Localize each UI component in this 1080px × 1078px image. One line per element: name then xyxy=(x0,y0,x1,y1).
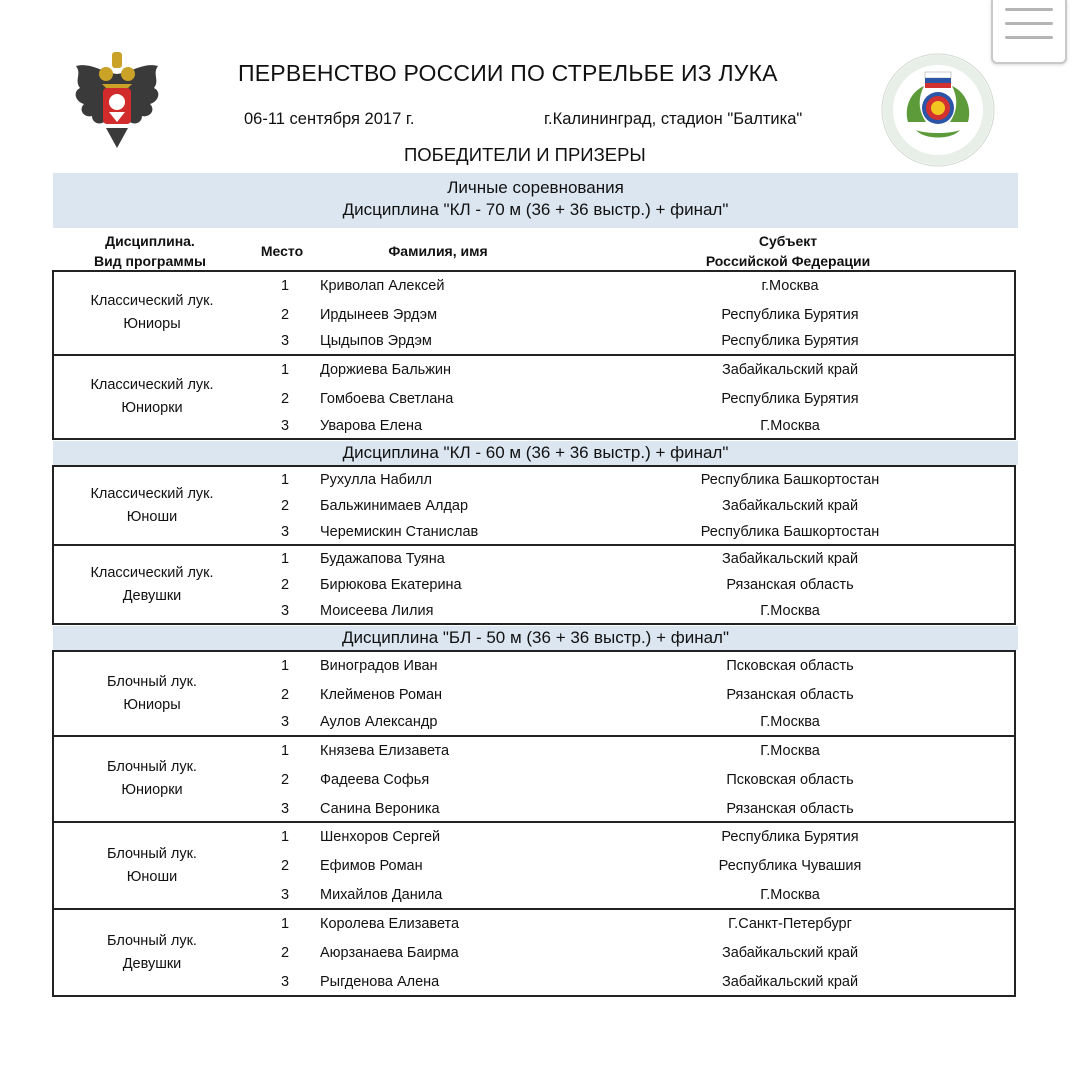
place: 2 xyxy=(280,307,290,323)
table-row xyxy=(54,573,1014,597)
region: Забайкальский край xyxy=(721,945,859,961)
athlete-name: Черемискин Станислав xyxy=(320,524,479,540)
region: Забайкальский край xyxy=(721,551,859,567)
event-venue: г.Калининград, стадион "Балтика" xyxy=(544,110,803,128)
col-header-region: Субъект Российской Федерации xyxy=(705,233,871,269)
table-row xyxy=(54,797,1014,821)
place: 1 xyxy=(280,658,290,674)
athlete-name: Королева Елизавета xyxy=(320,916,460,932)
table-row xyxy=(54,303,1014,327)
col-header-place: Место xyxy=(260,243,304,259)
category-cell: Блочный лук. Девушки xyxy=(107,932,197,972)
athlete-name: Рыгденова Алена xyxy=(320,974,440,990)
region: Республика Бурятия xyxy=(721,391,859,407)
result-group xyxy=(52,270,1016,356)
discipline-band: Дисциплина "БЛ - 50 м (36 + 36 выстр.) + финал" xyxy=(53,626,1018,650)
place: 3 xyxy=(280,333,290,349)
place: 1 xyxy=(280,743,290,759)
competition-type: Личные соревнования xyxy=(447,178,624,197)
place: 1 xyxy=(280,829,290,845)
region: Г.Москва xyxy=(760,714,820,730)
place: 1 xyxy=(280,472,290,488)
category-cell: Блочный лук. Юниоры xyxy=(107,673,197,713)
athlete-name: Будажапова Туяна xyxy=(320,551,445,567)
table-row xyxy=(54,358,1014,382)
region: г.Москва xyxy=(761,278,819,294)
table-row xyxy=(54,825,1014,849)
athlete-name: Аюрзанаева Баирма xyxy=(320,945,459,961)
athlete-name: Клейменов Роман xyxy=(320,687,443,703)
region: Г.Москва xyxy=(760,418,820,434)
place: 2 xyxy=(280,687,290,703)
athlete-name: Шенхоров Сергей xyxy=(320,829,441,845)
table-row xyxy=(54,768,1014,792)
place: 1 xyxy=(280,916,290,932)
region: Псковская область xyxy=(726,772,854,788)
russian-archery-federation-logo xyxy=(880,52,996,168)
athlete-name: Князева Елизавета xyxy=(320,743,450,759)
menu-button[interactable] xyxy=(991,0,1067,64)
region: Республика Башкортостан xyxy=(700,524,880,540)
region: Псковская область xyxy=(726,658,854,674)
athlete-name: Фадеева Софья xyxy=(320,772,430,788)
athlete-name: Бальжинимаев Алдар xyxy=(320,498,469,514)
athlete-name: Криволап Алексей xyxy=(320,278,445,294)
event-dates: 06-11 сентября 2017 г. xyxy=(244,110,415,128)
place: 2 xyxy=(280,945,290,961)
region: Республика Бурятия xyxy=(721,307,859,323)
athlete-name: Михайлов Данила xyxy=(320,887,443,903)
category-cell: Классический лук. Юноши xyxy=(90,485,214,525)
table-row xyxy=(54,654,1014,678)
table-row xyxy=(54,970,1014,994)
table-row xyxy=(54,854,1014,878)
athlete-name: Санина Вероника xyxy=(320,801,440,817)
table-row xyxy=(54,912,1014,936)
region: Рязанская область xyxy=(726,687,854,703)
category-cell: Классический лук. Юниоры xyxy=(90,293,214,332)
athlete-name: Ефимов Роман xyxy=(320,858,423,874)
table-row xyxy=(54,387,1014,411)
athlete-name: Уварова Елена xyxy=(320,418,423,434)
discipline-band: Дисциплина "КЛ - 60 м (36 + 36 выстр.) + финал" xyxy=(53,441,1018,465)
result-group xyxy=(52,650,1016,737)
place: 2 xyxy=(280,391,290,407)
result-group xyxy=(52,465,1016,546)
athlete-name: Гомбоева Светлана xyxy=(320,391,454,407)
place: 1 xyxy=(280,551,290,567)
place: 3 xyxy=(280,974,290,990)
category-cell: Блочный лук. Юноши xyxy=(107,845,197,885)
category-cell: Классический лук. Девушки xyxy=(90,564,214,604)
place: 3 xyxy=(280,887,290,903)
result-group xyxy=(52,908,1016,997)
place: 2 xyxy=(280,498,290,514)
region: Г.Москва xyxy=(760,887,820,903)
table-row xyxy=(54,599,1014,623)
place: 3 xyxy=(280,714,290,730)
region: Забайкальский край xyxy=(721,362,859,378)
region: Рязанская область xyxy=(726,801,854,817)
place: 1 xyxy=(280,362,290,378)
category-cell: Классический лук. Юниорки xyxy=(90,377,214,416)
discipline-title: Дисциплина "КЛ - 70 м (36 + 36 выстр.) + финал" xyxy=(342,200,729,219)
region: Забайкальский край xyxy=(721,498,859,514)
region: Рязанская область xyxy=(726,577,854,593)
region: Г.Санкт-Петербург xyxy=(728,916,852,932)
athlete-name: Доржиева Бальжин xyxy=(320,362,452,378)
athlete-name: Виноградов Иван xyxy=(320,658,438,674)
col-header-discipline: Дисциплина. Вид программы xyxy=(94,233,206,269)
region: Республика Бурятия xyxy=(721,829,859,845)
athlete-name: Моисеева Лилия xyxy=(320,603,434,619)
place: 2 xyxy=(280,772,290,788)
place: 2 xyxy=(280,577,290,593)
region: Г.Москва xyxy=(760,603,820,619)
athlete-name: Аулов Александр xyxy=(320,714,438,730)
athlete-name: Ирдынеев Эрдэм xyxy=(320,307,438,323)
result-group xyxy=(52,735,1016,823)
table-row xyxy=(54,520,1014,544)
place: 1 xyxy=(280,278,290,294)
place: 3 xyxy=(280,524,290,540)
result-group xyxy=(52,544,1016,625)
table-row xyxy=(54,710,1014,734)
table-row xyxy=(54,414,1014,438)
place: 3 xyxy=(280,801,290,817)
table-row xyxy=(54,683,1014,707)
result-group xyxy=(52,821,1016,910)
place: 2 xyxy=(280,858,290,874)
competition-band xyxy=(53,173,1018,228)
table-row xyxy=(54,494,1014,518)
table-row xyxy=(54,941,1014,965)
region: Г.Москва xyxy=(760,743,820,759)
region: Забайкальский край xyxy=(721,974,859,990)
table-row xyxy=(54,329,1014,353)
athlete-name: Рухулла Набилл xyxy=(320,472,432,488)
region: Республика Башкортостан xyxy=(700,472,880,488)
table-row xyxy=(54,274,1014,298)
hamburger-menu-icon xyxy=(1005,8,1053,11)
result-group xyxy=(52,354,1016,440)
page-title: ПЕРВЕНСТВО РОССИИ ПО СТРЕЛЬБЕ ИЗ ЛУКА xyxy=(238,60,778,86)
table-row xyxy=(54,468,1014,492)
region: Республика Чувашия xyxy=(718,858,862,874)
page-subtitle: ПОБЕДИТЕЛИ И ПРИЗЕРЫ xyxy=(404,144,646,165)
category-cell: Блочный лук. Юниорки xyxy=(107,759,197,798)
athlete-name: Бирюкова Екатерина xyxy=(320,577,462,593)
col-header-name: Фамилия, имя xyxy=(388,243,488,259)
athlete-name: Цыдыпов Эрдэм xyxy=(320,333,432,349)
table-row xyxy=(54,739,1014,763)
region: Республика Бурятия xyxy=(721,333,859,349)
table-row xyxy=(54,547,1014,571)
place: 3 xyxy=(280,418,290,434)
russian-coat-of-arms-emblem xyxy=(62,44,172,156)
place: 3 xyxy=(280,603,290,619)
table-row xyxy=(54,883,1014,907)
